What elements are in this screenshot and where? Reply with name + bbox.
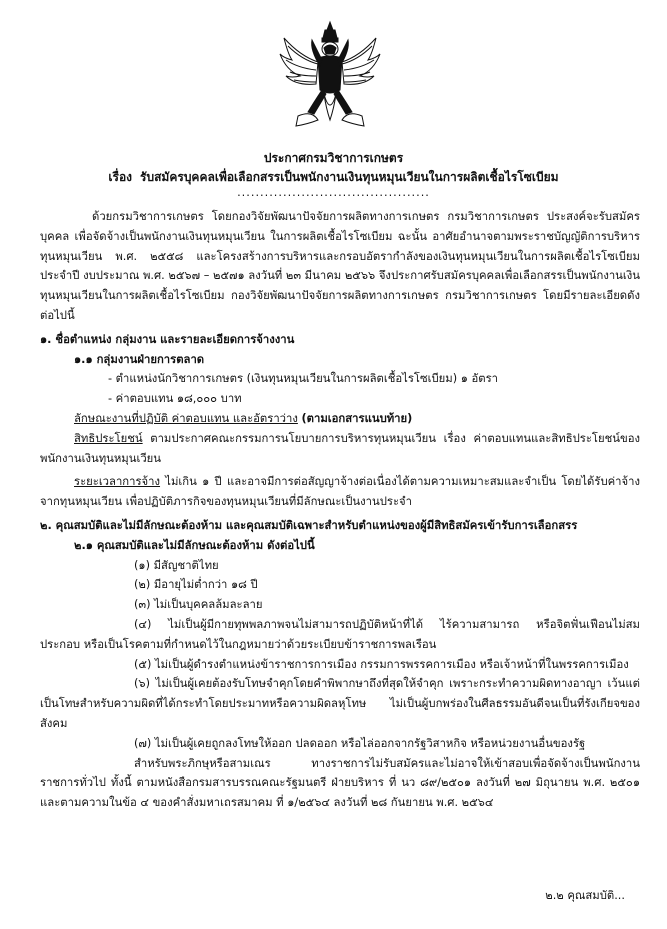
duties-label: ลักษณะงานที่ปฏิบัติ ค่าตอบแทน และอัตราว่าง: [74, 411, 298, 425]
qualification-item: (๓) ไม่เป็นบุคคลล้มละลาย: [134, 598, 263, 612]
term-text: ไม่เกิน ๑ ปี และอาจมีการต่อสัญญาจ้างต่อเนื่องได้ตามความเหมาะสมและจำเป็น โดยได้รับค่าจ้างจากทุนหมุนเวียน เพื่อปฏิบัติภารกิจของทุนหมุนเวียนที่มีลักษณะเป็นงานประจำ: [40, 475, 641, 509]
benefits-text: ตามประกาศคณะกรรมการนโยบายการบริหารทุนหมุนเวียน เรื่อง ค่าตอบแทนและสิทธิประโยชน์ของพนักงานเงินทุนหมุนเวียน: [40, 431, 641, 465]
section-2-title: ๒. คุณสมบัติและไม่มีลักษณะต้องห้าม และคุณสมบัติเฉพาะสำหรับตำแหน่งของผู้มีสิทธิสมัครเข้ารับการเลือกสรร: [40, 518, 578, 532]
qualification-item: (๕) ไม่เป็นผู้ดำรงตำแหน่งข้าราชการการเมือง กรรมการพรรคการเมือง หรือเจ้าหน้าที่ในพรรคการเมือง: [134, 657, 629, 671]
subject-label: เรื่อง: [108, 170, 133, 184]
benefits-paragraph: [40, 429, 640, 469]
qualification-item: (๒) มีอายุไม่ต่ำกว่า ๑๘ ปี: [134, 578, 258, 592]
garuda-emblem-icon: [278, 20, 382, 130]
qualification-item: (๖) ไม่เป็นผู้เคยต้องรับโทษจำคุกโดยคำพิพากษาถึงที่สุดให้จำคุก เพราะกระทำความผิดทางอาญา เว้นแต่เป็นโทษสำหรับความผิดที่ได้กระทำโดยประมาทหรือความผิดลหุโทษ ไม่เป็นผู้บกพร่องในศีลธรรมอันดีจนเป็นที่รังเกียจของสังคม: [40, 677, 640, 730]
qualification-item: (๑) มีสัญชาติไทย: [134, 558, 219, 572]
qualification-item: (๔) ไม่เป็นผู้มีกายทุพพลภาพจนไม่สามารถปฏิบัติหน้าที่ได้ ไร้ความสามารถ หรือจิตฟั่นเฟือนไม่สมประกอบ หรือเป็นโรคตามที่กำหนดไว้ในกฎหมายว่าด้วยระเบียบข้าราชการพลเรือน: [40, 617, 640, 651]
section-1-1-title: ๑.๑ กลุ่มงานฝ่ายการตลาด: [74, 352, 205, 366]
announcement-heading: ประกาศกรมวิชาการเกษตร: [263, 151, 404, 165]
subject-text: รับสมัครบุคคลเพื่อเลือกสรรเป็นพนักงานเงินทุนหมุนเวียนในการผลิตเชื้อไรโซเบียม: [140, 170, 559, 184]
duties-line: [40, 409, 640, 429]
garuda-emblem: [278, 20, 382, 130]
section-2-1-title: ๒.๑ คุณสมบัติและไม่มีลักษณะต้องห้าม ดังต่อไปนี้: [74, 538, 315, 552]
separator-line: ..........................................: [237, 186, 430, 199]
benefits-label: สิทธิประโยชน์: [74, 431, 143, 445]
position-bullet: - ตำแหน่งนักวิชาการเกษตร (เงินทุนหมุนเวียนในการผลิตเชื้อไรโซเบียม) ๑ อัตรา: [108, 372, 499, 386]
document-body: [40, 207, 640, 813]
term-paragraph: [40, 472, 640, 512]
intro-paragraph: ด้วยกรมวิชาการเกษตร โดยกองวิจัยพัฒนาปัจจัยการผลิตทางการเกษตร กรมวิชาการเกษตร ประสงค์จะรับสมัครบุคคล เพื่อจัดจ้างเป็นพนักงานเงินทุนหมุนเวียน ในการผลิตเชื้อไรโซเบียม ฉะนั้น อาศัยอำนาจตามพระราชบัญญัติการบริหารทุนหมุนเวียน พ.ศ. ๒๕๕๘ และโครงสร้างการบริหารและกรอบอัตรากำลังของเงินทุนหมุนเวียนในการผลิตเชื้อไรโซเบียม ประจำปี งบประมาณ พ.ศ. ๒๕๖๗ – ๒๕๗๑ ลงวันที่ ๒๓ มีนาคม ๒๕๖๖ จึงประกาศรับสมัครบุคคลเพื่อเลือกสรรเป็นพนักงานเงินทุนหมุนเวียนในการผลิตเชื้อไรโซเบียม กองวิจัยพัฒนาปัจจัยการผลิตทางการเกษตร กรมวิชาการเกษตร โดยมีรายละเอียดดังต่อไปนี้: [40, 210, 640, 322]
duties-reference: (ตามเอกสารแนบท้าย): [301, 411, 413, 425]
continuation-marker: ๒.๒ คุณสมบัติ...: [545, 889, 625, 902]
salary-bullet: - ค่าตอบแทน ๑๘,๐๐๐ บาท: [108, 392, 242, 406]
term-label: ระยะเวลาการจ้าง: [74, 475, 161, 489]
qualification-item: (๗) ไม่เป็นผู้เคยถูกลงโทษให้ออก ปลดออก หรือไล่ออกจากรัฐวิสาหกิจ หรือหน่วยงานอื่นของรัฐ: [134, 736, 586, 750]
section-1-title: ๑. ชื่อตำแหน่ง กลุ่มงาน และรายละเอียดการจ้างงาน: [40, 332, 295, 346]
monk-note-paragraph: สำหรับพระภิกษุหรือสามเณร ทางราชการไม่รับสมัครและไม่อาจให้เข้าสอบเพื่อจัดจ้างเป็นพนักงานราชการทั่วไป ทั้งนี้ ตามหนังสือกรมสารบรรณคณะรัฐมนตรี ฝ่ายบริหาร ที่ นว ๘๙/๒๕๐๑ ลงวันที่ ๒๗ มิถุนายน พ.ศ. ๒๕๐๑ และตามความในข้อ ๔ ของคำสั่งมหาเถรสมาคม ที่ ๑/๒๕๖๔ ลงวันที่ ๒๘ กันยายน พ.ศ. ๒๕๖๔: [40, 756, 640, 810]
announcement-subject: [0, 168, 667, 187]
